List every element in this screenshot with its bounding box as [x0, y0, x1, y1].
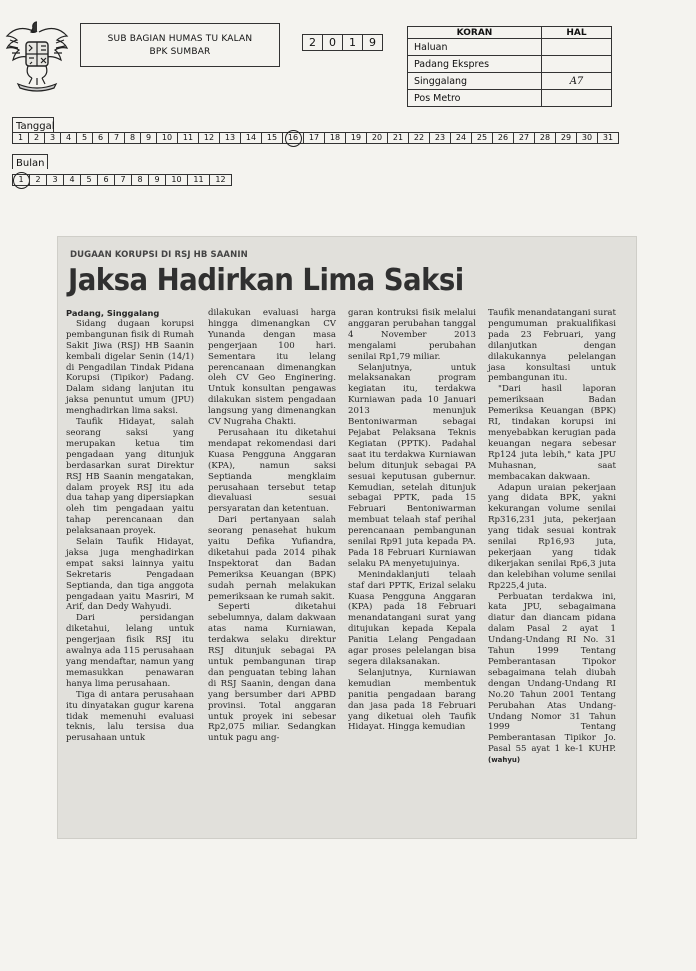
- bulan-label: Bulan: [12, 154, 48, 169]
- tanggal-cell: 25: [471, 132, 493, 144]
- article-signature: (wahyu): [488, 756, 521, 765]
- bulan-cell: 8: [131, 174, 149, 186]
- tanggal-cell: 4: [60, 132, 77, 144]
- bulan-cell: 6: [97, 174, 115, 186]
- article-column-1: [66, 308, 194, 744]
- article-paragraph: Perusahaan itu diketahui mendapat rekomendasi dari Kuasa Pengguna Anggaran (KPA), namun saksi Septianda mengklaim perusahaan tersebut tetap dievaluasi sesuai persyaratan dan ketentuan.: [208, 427, 336, 515]
- tanggal-cell: 3: [44, 132, 61, 144]
- article-kicker: DUGAAN KORUPSI DI RSJ HB SAANIN: [70, 250, 248, 260]
- bulan-cell: 4: [63, 174, 81, 186]
- year-digit: 0: [322, 34, 343, 51]
- tanggal-cell: 6: [92, 132, 109, 144]
- tanggal-label: Tanggal: [12, 117, 54, 132]
- year-boxes: [302, 34, 382, 51]
- year-digit: 2: [302, 34, 323, 51]
- bulan-cell: 7: [114, 174, 132, 186]
- article-paragraph: Dari pertanyaan salah seorang penasehat hukum yaitu Defika Yufiandra, diketahui pada 2014 pihak Inspektorat dan Badan Pemeriksa Keuangan (BPK) sudah pernah melakukan pemeriksaan ke rumah sakit.: [208, 515, 336, 602]
- newspaper-row: [408, 73, 612, 90]
- tanggal-cell: 17: [303, 132, 325, 144]
- newspaper-row: [408, 56, 612, 73]
- newspaper-name: Pos Metro: [408, 90, 542, 107]
- tanggal-cell: 26: [492, 132, 514, 144]
- tanggal-cell: 31: [597, 132, 619, 144]
- tanggal-cell: 29: [555, 132, 577, 144]
- article-paragraph: Seperti diketahui sebelumnya, dalam dakwaan atas nama Kurniawan, terdakwa selaku direktur RSJ ditunjuk sebagai PA untuk pembangunan tirap dan penguatan tebing lahan di RSJ Saanin, dengan dana yang bersumber dari APBD provinsi. Total anggaran untuk proyek ini sebesar Rp2,075 miliar. Sedangkan untuk pagu ang-: [208, 602, 336, 744]
- article-paragraph: Menindaklanjuti telaah staf dari PPTK, Erizal selaku Kuasa Pengguna Anggaran (KPA) pada 18 Februari menandatangani surat yang ditujukan kepada Kepala Panitia Lelang Pengadaan agar proses pelelangan bisa segera dilaksanakan.: [348, 569, 476, 667]
- tanggal-cell: 12: [198, 132, 220, 144]
- newspaper-table: [407, 26, 612, 107]
- tanggal-cell: 27: [513, 132, 535, 144]
- tanggal-cell: 2: [28, 132, 45, 144]
- tanggal-cell: 5: [76, 132, 93, 144]
- bulan-cell: 5: [80, 174, 98, 186]
- tanggal-cell: 9: [140, 132, 157, 144]
- article-paragraph: garan kontruksi fisik melalui anggaran perubahan tanggal 4 November 2013 mengalami perubahan senilai Rp1,79 miliar.: [348, 308, 476, 362]
- org-line-1: SUB BAGIAN HUMAS TU KALAN: [107, 34, 253, 44]
- bulan-cell: 3: [46, 174, 64, 186]
- tanggal-cell: 24: [450, 132, 472, 144]
- tanggal-cell: 21: [387, 132, 409, 144]
- article-column-3: [348, 308, 476, 733]
- article-paragraph: Selain Taufik Hidayat, jaksa juga menghadirkan empat saksi lainnya yaitu Sekretaris Pengadaan Septianda, dan tiga anggota pengadaan yaitu Masriri, M Arif, dan Dedy Wahyudi.: [66, 537, 194, 613]
- bulan-cell: 1: [12, 174, 30, 186]
- article-column-4: [488, 308, 616, 766]
- article-paragraph: dilakukan evaluasi harga hingga dimenangkan CV Yunanda dengan masa pengerjaan 100 hari. Sementara itu lelang perencanaan dimenangkan oleh CV Geo Enginering. Untuk konsultan pengawas dilakukan sistem pengadaan langsung yang dimenangkan CV Nugraha Chakti.: [208, 308, 336, 428]
- bulan-cell: 12: [209, 174, 232, 186]
- article-column-2: [208, 308, 336, 744]
- tanggal-cell: 14: [240, 132, 262, 144]
- article-dateline: Padang, Singgalang: [66, 308, 160, 318]
- org-line-2: BPK SUMBAR: [149, 47, 211, 57]
- tanggal-cell: 13: [219, 132, 241, 144]
- article-paragraph: "Dari hasil laporan pemeriksaan Badan Pemeriksa Keuangan (BPK) RI, tindakan korupsi ini menyebabkan kerugian pada keuangan negara sebesar Rp124 juta lebih," kata JPU Muhasnan, saat membacakan dakwaan.: [488, 384, 616, 482]
- article-headline: Jaksa Hadirkan Lima Saksi: [68, 263, 464, 298]
- newspaper-page: A7: [542, 73, 612, 90]
- year-digit: 1: [342, 34, 363, 51]
- tanggal-cell: 15: [261, 132, 283, 144]
- article-paragraph: Adapun uraian pekerjaan yang didata BPK, yakni kekurangan volume senilai Rp316,231 juta, pekerjaan yang tidak sesuai kontrak senilai Rp16,93 juta, pekerjaan yang tidak dikerjakan senilai Rp6,3 juta dan kelebihan volume senilai Rp225,4 juta.: [488, 482, 616, 591]
- article-paragraph: Sidang dugaan korupsi pembangunan fisik di Rumah Sakit Jiwa (RSJ) HB Saanin kembali digelar Senin (14/1) di Pengadilan Tindak Pidana Korupsi (Tipikor) Padang. Dalam sidang lanjutan itu jaksa penuntut umum (JPU) menghadirkan lima saksi.: [66, 318, 194, 417]
- newspaper-page: [542, 39, 612, 56]
- article-paragraph: Selanjutnya, untuk melaksanakan program kegiatan itu, terdakwa Kurniawan pada 10 Januari 2013 menunjuk Bentoniwarman sebagai Pejabat Pelaksana Teknis Kegiatan (PPTK). Padahal saat itu terdakwa Kurniawan belum ditunjuk sebagai PA sesuai keputusan gubernur. Kemudian, setelah ditunjuk sebagai PPTK, pada 15 Februari Bentoniwarman membuat telaah staf perihal perencanaan pembangunan senilai Rp91 juta kepada PA. Pada 18 Februari Kurniawan selaku PA menyetujuinya.: [348, 362, 476, 569]
- bulan-cell: 11: [187, 174, 210, 186]
- bulan-cell: 9: [148, 174, 166, 186]
- tanggal-cell: 23: [429, 132, 451, 144]
- newspaper-name: Padang Ekspres: [408, 56, 542, 73]
- newspaper-name: Singgalang: [408, 73, 542, 90]
- newspaper-page: [542, 56, 612, 73]
- newspaper-row: [408, 39, 612, 56]
- bulan-row: [12, 174, 231, 186]
- tanggal-cell: 1: [12, 132, 29, 144]
- org-label-box: [80, 23, 280, 67]
- tanggal-cell: 7: [108, 132, 125, 144]
- article-paragraph: Dari persidangan diketahui, lelang untuk pengerjaan fisik RSJ itu awalnya ada 115 perusahaan yang mendaftar, namun yang memasukkan penawaran hanya lima perusahaan.: [66, 613, 194, 689]
- tanggal-cell: 19: [345, 132, 367, 144]
- article-paragraph: Taufik menandatangani surat pengumuman prakualifikasi pada 23 Februari, yang dilanjutkan dengan dilakukannya pelelangan jasa konsultasi untuk pembangunan itu.: [488, 308, 616, 384]
- bulan-cell: 2: [29, 174, 47, 186]
- hal-header: HAL: [542, 27, 612, 39]
- garuda-emblem-icon: [4, 18, 70, 92]
- tanggal-cell: 16: [282, 132, 304, 144]
- bulan-cell: 10: [165, 174, 188, 186]
- article-paragraph: Selanjutnya, Kurniawan kemudian membentuk panitia pengadaan barang dan jasa pada 18 Februari yang diketuai oleh Taufik Hidayat. Hingga kemudian: [348, 667, 476, 733]
- koran-header: KORAN: [408, 27, 542, 39]
- newspaper-name: Haluan: [408, 39, 542, 56]
- tanggal-cell: 30: [576, 132, 598, 144]
- newspaper-row: [408, 90, 612, 107]
- tanggal-cell: 10: [156, 132, 178, 144]
- tanggal-cell: 11: [177, 132, 199, 144]
- tanggal-row: [12, 132, 618, 144]
- tanggal-cell: 22: [408, 132, 430, 144]
- article-paragraph: Taufik Hidayat, salah seorang saksi yang merupakan ketua tim pengadaan yang ditunjuk berdasarkan surat Direktur RSJ HB Saanin mengatakan, dalam proyek RSJ itu ada dua tahap yang dipersiapkan oleh tim pengadaan yaitu tahap perencanaan dan pelaksanaan proyek.: [66, 417, 194, 537]
- article-paragraph: Perbuatan terdakwa ini, kata JPU, sebagaimana diatur dan diancam pidana dalam Pasal 2 ayat 1 Undang-Undang RI No. 31 Tahun 1999 Tentang Pemberantasan Tipokor sebagaimana telah diubah dengan Undang-Undang RI No.20 Tahun 2001 Tentang Perubahan Atas Undang-Undang Nomor 31 Tahun 1999 Tentang Pemberantasan Tipikor Jo. Pasal 55 ayat 1 ke-1 KUHP. (wahyu): [488, 591, 616, 765]
- tanggal-cell: 8: [124, 132, 141, 144]
- year-digit: 9: [362, 34, 383, 51]
- tanggal-cell: 20: [366, 132, 388, 144]
- article-paragraph: Tiga di antara perusahaan itu dinyatakan gugur karena tidak memenuhi evaluasi teknis, lalu tersisa dua perusahaan untuk: [66, 689, 194, 744]
- tanggal-cell: 18: [324, 132, 346, 144]
- newspaper-page: [542, 90, 612, 107]
- tanggal-cell: 28: [534, 132, 556, 144]
